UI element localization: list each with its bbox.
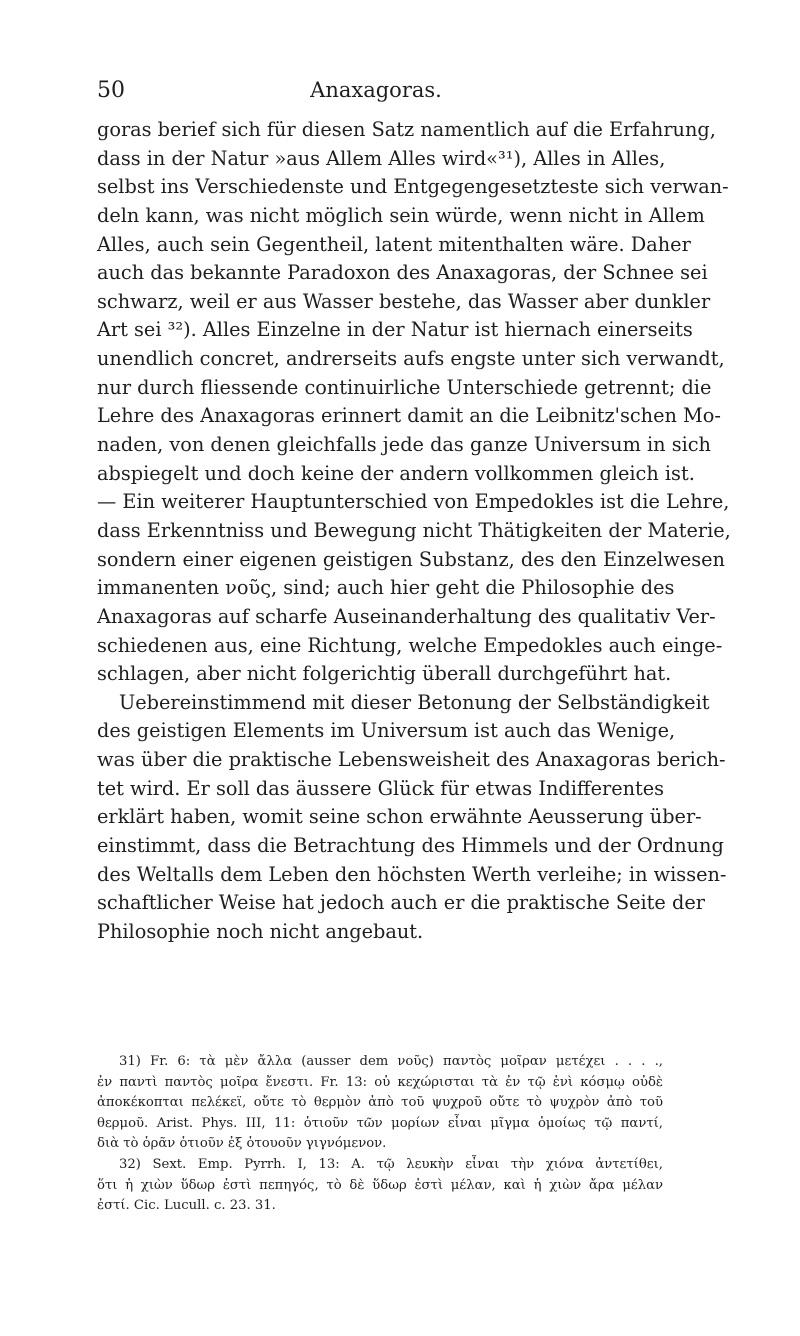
text-line: selbst ins Verschiedenste und Entgegengesetzteste sich verwan-: [97, 175, 729, 199]
text-line: sondern einer eigenen geistigen Substanz, des den Einzelwesen: [97, 547, 725, 571]
text-line: schlagen, aber nicht folgerichtig überall durchgeführt hat.: [97, 662, 672, 686]
footnote-line: ὅτι ἡ χιὼν ὕδωρ ἐστὶ πεπηγός, τὸ δὲ ὕδωρ ἐστὶ μέλαν, καὶ ἡ χιὼν ἄρα μέλαν: [97, 1177, 663, 1193]
footnote-line: 31) Fr. 6: τὰ μὲν ἄλλα (ausser dem νοῦς) παντὸς μοῖραν μετέχει . . . .,: [119, 1054, 663, 1069]
page-header: [97, 78, 655, 108]
body-text: [97, 116, 731, 947]
footnote-line: ἐν παντὶ παντὸς μοῖρα ἔνεστι. Fr. 13: οὐ κεχώρισται τὰ ἐν τῷ ἑνὶ κόσμῳ οὐδὲ: [97, 1074, 663, 1090]
text-line: des geistigen Elements im Universum ist auch das Wenige,: [97, 719, 676, 743]
text-line: deln kann, was nicht möglich sein würde, wenn nicht in Allem: [97, 203, 705, 227]
page-number: 50: [97, 78, 125, 103]
text-line: dass in der Natur »aus Allem Alles wird«³¹), Alles in Alles,: [97, 146, 666, 170]
text-line: schiedenen aus, eine Richtung, welche Empedokles auch einge-: [97, 633, 723, 657]
text-line: — Ein weiterer Hauptunterschied von Empedokles ist die Lehre,: [97, 490, 730, 514]
footnote-line: διὰ τὸ ὁρᾶν ὁτιοῦν ἐξ ὁτουοῦν γιγνόμενον.: [97, 1136, 387, 1152]
text-line: schaftlicher Weise hat jedoch auch er die praktische Seite der: [97, 891, 705, 915]
footnote-line: ἐστί. Cic. Lucull. c. 23. 31.: [97, 1198, 276, 1214]
text-line: tet wird. Er soll das äussere Glück für etwas Indifferentes: [97, 776, 665, 800]
text-line: Lehre des Anaxagoras erinnert damit an die Leibnitz'schen Mo-: [97, 404, 721, 428]
text-line: was über die praktische Lebensweisheit des Anaxagoras berich-: [97, 748, 726, 772]
footnote-line: ἀποκέκοπται πελέκεϊ, οὔτε τὸ θερμὸν ἀπὸ τοῦ ψυχροῦ οὔτε τὸ ψυχρὸν ἀπὸ τοῦ: [97, 1095, 663, 1111]
text-line: dass Erkenntniss und Bewegung nicht Thätigkeiten der Materie,: [97, 518, 731, 542]
text-line: immanenten νοῦς, sind; auch hier geht die Philosophie des: [97, 576, 675, 600]
text-line: Alles, auch sein Gegentheil, latent mitenthalten wäre. Daher: [97, 232, 691, 256]
text-line: erklärt haben, womit seine schon erwähnte Aeusserung über-: [97, 805, 702, 829]
text-line: unendlich concret, andrerseits aufs engste unter sich verwandt,: [97, 347, 725, 371]
text-line: naden, von denen gleichfalls jede das ganze Universum in sich: [97, 433, 711, 457]
text-line: des Weltalls dem Leben den höchsten Werth verleihe; in wissen-: [97, 862, 727, 886]
text-line: Art sei ³²). Alles Einzelne in der Natur ist hiernach einerseits: [97, 318, 693, 342]
text-line: Uebereinstimmend mit dieser Betonung der Selbständigkeit: [119, 690, 710, 714]
text-line: Philosophie noch nicht angebaut.: [97, 919, 424, 943]
text-line: goras berief sich für diesen Satz namentlich auf die Erfahrung,: [97, 118, 716, 141]
text-line: nur durch fliessende continuirliche Unterschiede getrennt; die: [97, 375, 712, 399]
text-line: Anaxagoras auf scharfe Auseinanderhaltung des qualitativ Ver-: [97, 604, 716, 628]
running-title: Anaxagoras.: [310, 78, 442, 102]
text-line: auch das bekannte Paradoxon des Anaxagoras, der Schnee sei: [97, 261, 708, 285]
text-line: abspiegelt und doch keine der andern vollkommen gleich ist.: [97, 461, 695, 485]
footnotes: [97, 1052, 663, 1217]
footnote-line: θερμοῦ. Arist. Phys. III, 11: ὁτιοῦν τῶν μορίων εἶναι μῖγμα ὁμοίως τῷ παντί,: [97, 1115, 663, 1131]
footnote-line: 32) Sext. Emp. Pyrrh. I, 13: A. τῷ λευκὴν εἶναι τὴν χιόνα ἀντετίθει,: [119, 1156, 663, 1172]
text-line: schwarz, weil er aus Wasser bestehe, das Wasser aber dunkler: [97, 289, 711, 313]
text-line: einstimmt, dass die Betrachtung des Himmels und der Ordnung: [97, 834, 724, 858]
